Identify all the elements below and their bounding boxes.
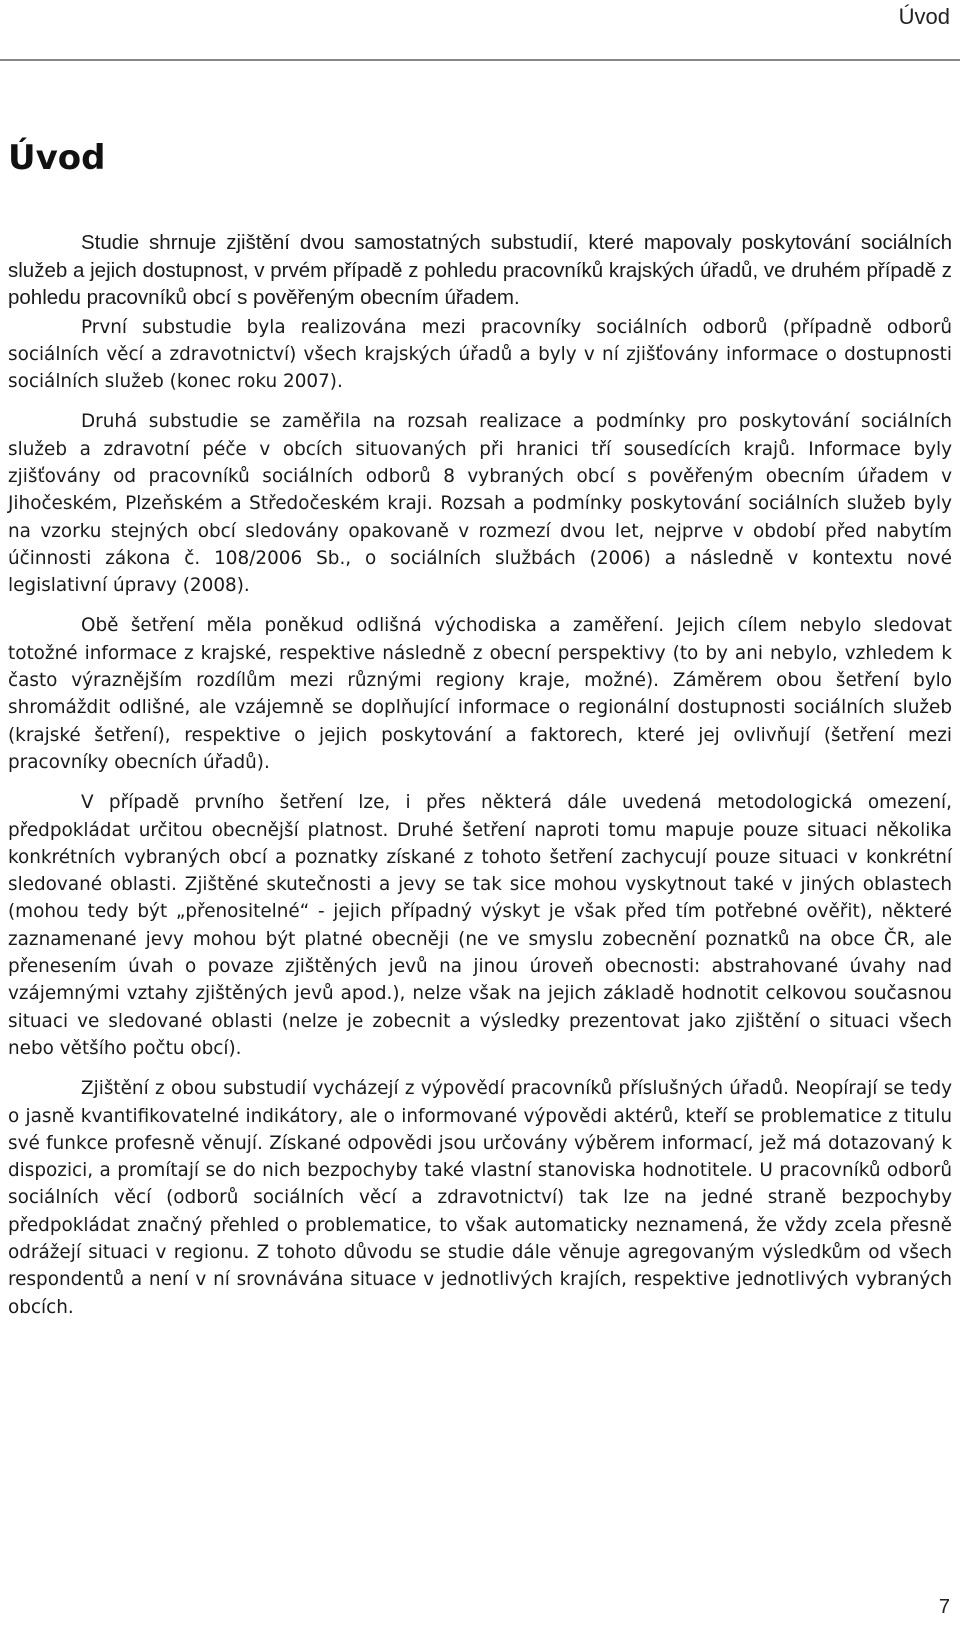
running-header: Úvod: [898, 4, 950, 29]
paragraph-first-substudy: První substudie byla realizována mezi pracovníky sociálních odborů (případně odborů sociálních věcí a zdravotnictví) všech krajských úřadů a byly v ní zjišťovány informace o dostupnosti sociálních služeb (konec roku 2007).: [8, 316, 952, 393]
paragraph-validity: V případě prvního šetření lze, i přes některá dále uvedená metodologická omezení, předpokládat určitou obecnější platnost. Druhé šetření naproti tomu mapuje pouze situaci několika konkrétních vybraných obcí a poznatky získané z tohoto šetření zachycují pouze situaci v konkrétní sledované oblasti. Zjištěné skutečnosti a jevy se tak sice mohou vyskytnout také v jiných oblastech (mohou tedy být „přenositelné“ - jejich případný výskyt je však před tím potřebné ověřit), některé zaznamenané jevy mohou být platné obecněji (ne ve smyslu zobecnění poznatků na obce ČR, ale přenesením úvah o povaze zjištěných jevů na jinou úroveň obecnosti: abstrahované úvahy nad vzájemnými vztahy zjištěných jevů apod.), nelze však na jejich základě hodnotit celkovou současnou situaci ve sledované oblasti (nelze je zobecnit a výsledky prezentovat jako zjištění o situaci všech nebo většího počtu obcí).: [8, 792, 952, 1059]
paragraph-second-substudy: Druhá substudie se zaměřila na rozsah realizace a podmínky pro poskytování sociálních služeb a zdravotní péče v obcích situovaných při hranici tří sousedících krajů. Informace byly zjišťovány od pracovníků sociálních odborů 8 vybraných obcí s pověřeným obecním úřadem v Jihočeském, Plzeňském a Středočeském kraji. Rozsah a podmínky poskytování sociálních služeb byly na vzorku stejných obcí sledovány opakovaně v rozmezí dvou let, nejprve v období před nabytím účinnosti zákona č. 108/2006 Sb., o sociálních službách (2006) a následně v kontextu nové legislativní úpravy (2008).: [8, 411, 952, 597]
page-number: 7: [938, 1596, 950, 1618]
paragraph-sources: Zjištění z obou substudií vycházejí z výpovědí pracovníků příslušných úřadů. Neopírají se tedy o jasně kvantifikovatelné indikátory, ale o informované výpovědi aktérů, kteří se problematice z titulu své funkce profesně věnují. Získané odpovědi jsou určovány výběrem informací, jež má dotazovaný k dispozici, a promítají se do nich bezpochyby také vlastní stanoviska hodnotitele. U pracovníků odborů sociálních věcí (odborů sociálních věcí a zdravotnictví) tak lze na jedné straně bezpochyby předpokládat značný přehled o problematice, to však automaticky neznamená, že vždy zcela přesně odrážejí situaci v regionu. Z tohoto důvodu se studie dále věnuje agregovaným výsledkům od všech respondentů a není v ní srovnávána situace v jednotlivých krajích, respektive jednotlivých vybraných obcích.: [8, 1078, 952, 1318]
paragraph-intro: Studie shrnuje zjištění dvou samostatných substudií, které mapovaly poskytování sociálních služeb a jejich dostupnost, v prvém případě z pohledu pracovníků krajských úřadů, ve druhém případě z pohledu pracovníků obcí s pověřeným obecním úřadem.: [8, 231, 952, 309]
body-text: [8, 229, 952, 1334]
paragraph-differences: Obě šetření měla poněkud odlišná východiska a zaměření. Jejich cílem nebylo sledovat totožné informace z krajské, respektive následně z obecní perspektivy (to by ani nebylo, vzhledem k často výraznějším rozdílům mezi různými regiony kraje, možné). Záměrem obou šetření bylo shromáždit odlišné, ale vzájemně se doplňující informace o regionální dostupnosti sociálních služeb (krajské šetření), respektive o jejich poskytování a faktorech, které jej ovlivňují (šetření mezi pracovníky obecních úřadů).: [8, 615, 952, 773]
page-title: Úvod: [8, 138, 106, 178]
header-divider: [0, 59, 960, 61]
